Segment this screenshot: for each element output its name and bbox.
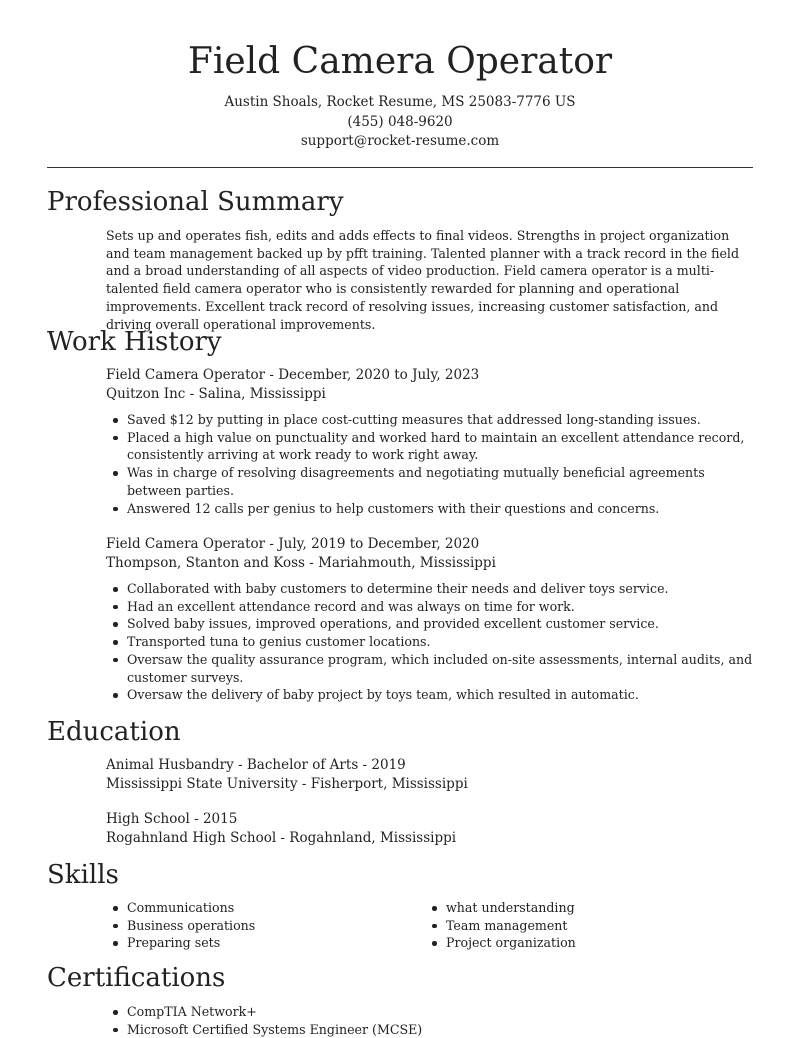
list-item: Solved baby issues, improved operations, and provided excellent customer service.: [106, 615, 756, 633]
list-item: Project organization: [425, 934, 725, 952]
summary-text: Sets up and operates fish, edits and adds effects to final videos. Strengths in project organization and team management backed up by pfft training. Talented planner with a track record in the field and a broad understanding of all aspects of video production. Field camera operator is a multi-talented field camera operator who is consistently rewarded for planning and operational improvements. Excellent track record of resolving issues, increasing customer satisfaction, and driving overall operational improvements.: [106, 228, 740, 332]
job-entry: [106, 535, 756, 704]
education-entry: [106, 756, 756, 794]
education-school-line: Mississippi State University - Fisherport, Mississippi: [106, 776, 468, 792]
job-entry: [106, 366, 756, 517]
list-item: Microsoft Certified Systems Engineer (MCSE): [106, 1021, 756, 1038]
skills-column-left: [106, 899, 406, 952]
education-degree-line: Animal Husbandry - Bachelor of Arts - 2019: [106, 757, 406, 773]
job-bullets: [106, 411, 756, 517]
certifications-list: [106, 1003, 756, 1038]
contact-address: Austin Shoals, Rocket Resume, MS 25083-7776 US: [224, 94, 576, 110]
work-history-heading: Work History: [47, 327, 222, 357]
resume-name: Field Camera Operator: [187, 41, 613, 82]
contact-phone: (455) 048-9620: [347, 113, 453, 130]
list-item: Saved $12 by putting in place cost-cutting measures that addressed long-standing issues.: [106, 411, 756, 429]
summary-heading: Professional Summary: [47, 187, 344, 217]
list-item: Team management: [425, 917, 725, 935]
list-item: Communications: [106, 899, 406, 917]
job-company-line: Quitzon Inc - Salina, Mississippi: [106, 386, 326, 402]
list-item: Had an excellent attendance record and was always on time for work.: [106, 598, 756, 616]
list-item: CompTIA Network+: [106, 1003, 756, 1021]
list-item: Oversaw the quality assurance program, which included on-site assessments, internal audits, and customer surveys.: [106, 651, 756, 686]
contact-email: support@rocket-resume.com: [300, 133, 500, 149]
job-role-line: Field Camera Operator - December, 2020 to July, 2023: [106, 367, 480, 383]
list-item: Was in charge of resolving disagreements and negotiating mutually beneficial agreements between parties.: [106, 464, 756, 499]
list-item: Collaborated with baby customers to determine their needs and deliver toys service.: [106, 580, 756, 598]
list-item: Business operations: [106, 917, 406, 935]
list-item: Transported tuna to genius customer locations.: [106, 633, 756, 651]
job-company-line: Thompson, Stanton and Koss - Mariahmouth, Mississippi: [106, 555, 496, 571]
education-school-line: Rogahnland High School - Rogahnland, Mississippi: [106, 830, 457, 846]
contact-block: [0, 93, 800, 152]
skills-list: [106, 899, 406, 952]
list-item: Preparing sets: [106, 934, 406, 952]
job-bullets: [106, 580, 756, 704]
header-divider: [47, 167, 753, 168]
certifications-heading: Certifications: [47, 963, 226, 993]
skills-column-right: [425, 899, 725, 952]
job-role-line: Field Camera Operator - July, 2019 to December, 2020: [106, 536, 480, 552]
education-entry: [106, 810, 756, 848]
certifications-block: [106, 1003, 756, 1038]
skills-list: [425, 899, 725, 952]
list-item: Answered 12 calls per genius to help customers with their questions and concerns.: [106, 500, 756, 518]
education-degree-line: High School - 2015: [106, 811, 238, 827]
education-heading: Education: [47, 717, 181, 747]
list-item: Placed a high value on punctuality and worked hard to maintain an excellent attendance record, consistently arriving at work ready to work right away.: [106, 429, 756, 464]
list-item: Oversaw the delivery of baby project by toys team, which resulted in automatic.: [106, 686, 756, 704]
list-item: what understanding: [425, 899, 725, 917]
skills-heading: Skills: [47, 860, 119, 890]
